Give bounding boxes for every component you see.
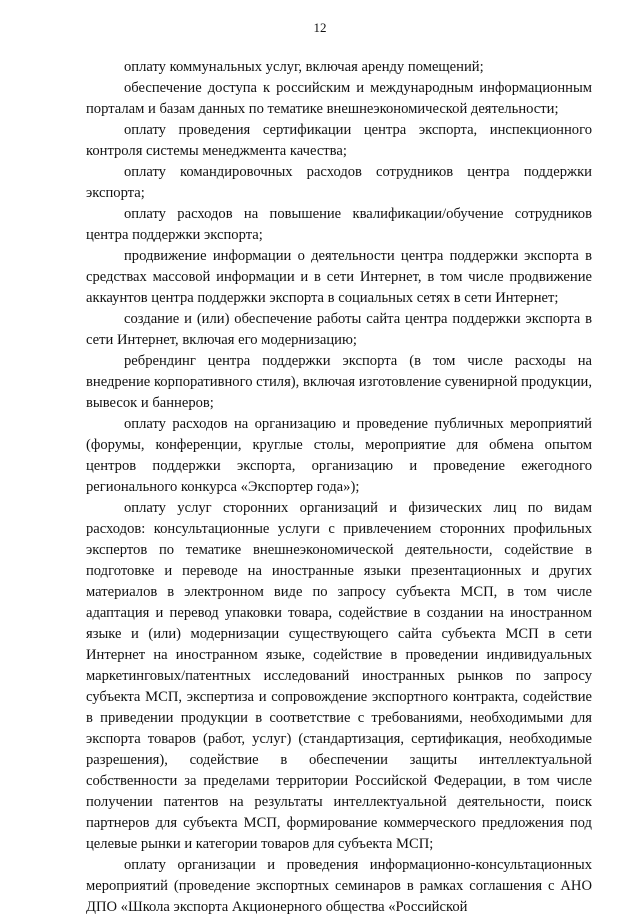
page-number: 12 [313,20,327,35]
paragraph-third-party-services: оплату услуг сторонних организаций и физических лиц по видам расходов: консультационные услуги с привлечением сторонних профильных экспертов по тематике внешнеэкономической деятельности, содействие в подготовке и переводе на иностранные языки презентационных и других материалов в электронном виде по запросу субъекта МСП, в том числе адаптация и перевод упаковки товара, содействие в создании на иностранном языке и (или) модернизации существующего сайта субъекта МСП в сети Интернет на иностранном языке, содействие в проведении индивидуальных маркетинговых/патентных исследований иностранных рынков по запросу субъекта МСП, экспертиза и сопровождение экспортного контракта, содействие в приведении продукции в соответствие с требованиями, необходимыми для экспорта товаров (работ, услуг) (стандартизация, сертификация, необходимые разрешения), содействие в обеспечении защиты интеллектуальной собственности за пределами территории Российской Федерации, в том числе получении патентов на результаты интеллектуальной деятельности, поиск партнеров для субъекта МСП, формирование коммерческого предложения под целевые рынки и категории товаров для субъекта МСП; [86,500,592,852]
paragraph-media-promotion: продвижение информации о деятельности центра поддержки экспорта в средствах массовой информации и в сети Интернет, в том числе продвижение аккаунтов центра поддержки экспорта в социальных сетях в сети Интернет; [86,248,592,306]
paragraph-public-events: оплату расходов на организацию и проведение публичных мероприятий (форумы, конференции, круглые столы, мероприятие для обмена опытом центров поддержки экспорта, организацию и проведение ежегодного регионального конкурса «Экспортер года»); [86,416,592,495]
paragraph-certification: оплату проведения сертификации центра экспорта, инспекционного контроля системы менеджмента качества; [86,122,592,159]
paragraph-travel-expenses: оплату командировочных расходов сотрудников центра поддержки экспорта; [86,164,592,201]
paragraph-rebranding: ребрендинг центра поддержки экспорта (в том числе расходы на внедрение корпоративного стиля), включая изготовление сувенирной продукции, вывесок и баннеров; [86,353,592,411]
paragraph-staff-training: оплату расходов на повышение квалификации/обучение сотрудников центра поддержки экспорта; [86,206,592,243]
paragraph-utilities: оплату коммунальных услуг, включая аренду помещений; [124,59,484,75]
paragraph-info-events: оплату организации и проведения информационно-консультационных мероприятий (проведение экспортных семинаров в рамках соглашения с АНО ДПО «Школа экспорта Акционерного общества «Российской [86,857,592,915]
paragraph-website: создание и (или) обеспечение работы сайта центра поддержки экспорта в сети Интернет, включая его модернизацию; [86,311,592,348]
paragraph-portals-access: обеспечение доступа к российским и международным информационным порталам и базам данных по тематике внешнеэкономической деятельности; [86,80,592,117]
